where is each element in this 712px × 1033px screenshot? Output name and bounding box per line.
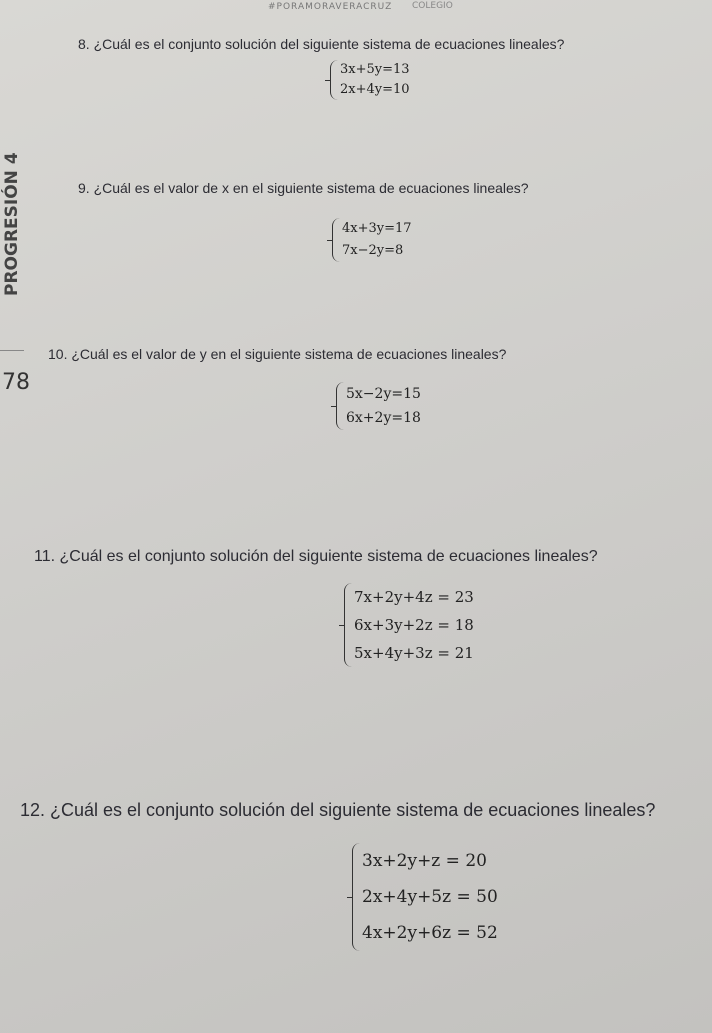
- brace: [336, 382, 345, 430]
- system-10: [336, 382, 421, 430]
- equation: 4x+3y=17: [342, 221, 412, 236]
- equation: 4x+2y+6z = 52: [362, 923, 498, 943]
- side-divider: [0, 350, 24, 351]
- question-9: 9. ¿Cuál es el valor de x en el siguiente sistema de ecuaciones lineales?: [78, 180, 529, 196]
- system-9: [332, 218, 412, 262]
- equation: 7x+2y+4z = 23: [354, 588, 474, 606]
- equation: 3x+2y+z = 20: [362, 851, 487, 871]
- equation: 2x+4y+5z = 50: [362, 887, 498, 907]
- header-right-text: COLEGIO: [412, 1, 453, 11]
- side-label: [2, 152, 28, 314]
- question-8: 8. ¿Cuál es el conjunto solución del siguiente sistema de ecuaciones lineales?: [78, 36, 565, 52]
- equation: 6x+3y+2z = 18: [354, 616, 474, 634]
- system-8: [330, 60, 410, 100]
- header-hashtag: #PORAMORAVERACRUZ: [268, 2, 393, 12]
- side-label-text: PROGRESIÓN 4: [2, 152, 22, 296]
- brace: [352, 843, 361, 951]
- equation: 7x−2y=8: [342, 243, 404, 258]
- brace: [332, 218, 341, 262]
- brace: [344, 583, 353, 667]
- system-12: [352, 843, 498, 951]
- equation: 2x+4y=10: [340, 82, 410, 97]
- brace: [330, 60, 339, 100]
- equation: 6x+2y=18: [346, 410, 421, 426]
- question-11: 11. ¿Cuál es el conjunto solución del siguiente sistema de ecuaciones lineales?: [34, 548, 598, 565]
- question-12: 12. ¿Cuál es el conjunto solución del siguiente sistema de ecuaciones lineales?: [20, 800, 656, 820]
- equation: 5x−2y=15: [346, 386, 421, 402]
- equation: 5x+4y+3z = 21: [354, 644, 474, 662]
- equation: 3x+5y=13: [340, 62, 410, 77]
- page-number: 78: [2, 370, 30, 395]
- system-11: [344, 583, 474, 667]
- question-10: 10. ¿Cuál es el valor de y en el siguiente sistema de ecuaciones lineales?: [48, 346, 507, 362]
